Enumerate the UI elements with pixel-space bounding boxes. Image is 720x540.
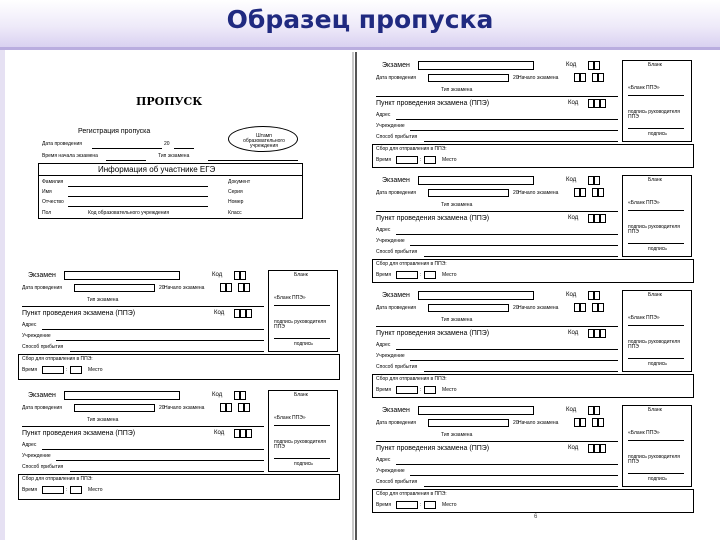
ppe-code-label: Код xyxy=(214,430,225,436)
method-label: Способ прибытия xyxy=(376,364,418,370)
stub-sign: подпись xyxy=(648,476,667,482)
date-field[interactable] xyxy=(428,74,509,82)
date-label: Дата проведения xyxy=(376,420,416,426)
reg-time-label: Время начала экзамена xyxy=(42,153,98,159)
date-field[interactable] xyxy=(428,419,509,427)
ppe-label: Пункт проведения экзамена (ППЭ) xyxy=(376,330,490,337)
stub xyxy=(268,270,338,352)
institution-label: Учреждение xyxy=(376,123,405,129)
registration-form xyxy=(28,74,328,224)
slide-left-bar xyxy=(0,0,5,540)
address-label: Адрес xyxy=(376,342,391,348)
exam-field[interactable] xyxy=(418,291,534,300)
pass-card: Экзамен Код Дата проведения 20 Начало экзамена Тип экзамена Пункт проведения экзамена (ППЭ) Код Адрес Учреждение Способ прибытия Сбор для отправления в ППЭ: Время : Место Бланк «Бланк ППЭ» подпись руководителя ППЭ подпись xyxy=(372,60,694,168)
year-label: 20 xyxy=(513,305,519,311)
date-field[interactable] xyxy=(428,189,509,197)
ppe-code-label: Код xyxy=(214,310,225,316)
stub-ppe: «Бланк ППЭ» xyxy=(274,415,306,421)
exam-field[interactable] xyxy=(418,176,534,185)
stub-note: подпись руководителя ППЭ xyxy=(274,439,326,450)
start-label: Начало экзамена xyxy=(164,285,205,291)
exam-label: Экзамен xyxy=(28,392,56,399)
gather-label: Сбор для отправления в ППЭ: xyxy=(22,476,93,482)
doc-label: Документ xyxy=(228,179,251,185)
minute-field[interactable] xyxy=(424,156,436,164)
place-label: Место xyxy=(442,272,457,278)
pass-card: Экзамен Код Дата проведения 20 Начало экзамена Тип экзамена Пункт проведения экзамена (ППЭ) Код Адрес Учреждение Способ прибытия Сбор для отправления в ППЭ: Время : Место Бланк «Бланк ППЭ» подпись руководителя ППЭ подпись xyxy=(372,290,694,398)
minute-field[interactable] xyxy=(424,271,436,279)
method-label: Способ прибытия xyxy=(22,464,64,470)
page-number: 6 xyxy=(534,514,538,520)
minute-field[interactable] xyxy=(70,486,82,494)
year-label: 20 xyxy=(513,75,519,81)
stamp-text: Штамп образовательного учреждения xyxy=(243,133,285,149)
start-label: Начало экзамена xyxy=(518,190,559,196)
stub-note: подпись руководителя ППЭ xyxy=(628,454,680,465)
ppe-label: Пункт проведения экзамена (ППЭ) xyxy=(22,430,136,437)
stub xyxy=(622,60,692,142)
patronymic-label: Отчество xyxy=(42,199,64,205)
stub-head: Бланк xyxy=(648,292,662,298)
series-label: Серия xyxy=(228,189,243,195)
school-code-label: Код образовательного учреждения xyxy=(88,210,170,216)
ppe-code-label: Код xyxy=(568,100,579,106)
exam-label: Экзамен xyxy=(382,407,410,414)
code-label: Код xyxy=(566,62,577,68)
stub xyxy=(268,390,338,472)
pass-card: Экзамен Код Дата проведения 20 Начало экзамена Тип экзамена Пункт проведения экзамена (ППЭ) Код Адрес Учреждение Способ прибытия Сбор для отправления в ППЭ: Время : Место Бланк «Бланк ППЭ» подпись руководителя ППЭ подпись xyxy=(18,390,340,500)
exam-field[interactable] xyxy=(64,271,180,280)
gather-label: Сбор для отправления в ППЭ: xyxy=(376,376,447,382)
ppe-code-label: Код xyxy=(568,330,579,336)
institution-label: Учреждение xyxy=(22,453,51,459)
time-field[interactable] xyxy=(42,366,64,374)
pass-card: Экзамен Код Дата проведения 20 Начало экзамена Тип экзамена Пункт проведения экзамена (ППЭ) Код Адрес Учреждение Способ прибытия Сбор для отправления в ППЭ: Время : Место Бланк «Бланк ППЭ» подпись руководителя ППЭ подпись xyxy=(372,175,694,283)
ppe-code-label: Код xyxy=(568,215,579,221)
stub-ppe: «Бланк ППЭ» xyxy=(274,295,306,301)
stub-note: подпись руководителя ППЭ xyxy=(628,109,680,120)
time-field[interactable] xyxy=(396,386,418,394)
date-field[interactable] xyxy=(74,284,155,292)
year-label: 20 xyxy=(513,420,519,426)
time-label: Время xyxy=(376,272,392,278)
date-label: Дата проведения xyxy=(376,305,416,311)
stub-sign: подпись xyxy=(294,461,313,467)
stub-note: подпись руководителя ППЭ xyxy=(274,319,326,330)
time-label: Время xyxy=(22,487,38,493)
stub-note: подпись руководителя ППЭ xyxy=(628,339,680,350)
gather-label: Сбор для отправления в ППЭ: xyxy=(22,356,93,362)
time-label: Время xyxy=(376,387,392,393)
minute-field[interactable] xyxy=(424,386,436,394)
minute-field[interactable] xyxy=(424,501,436,509)
class-label: Класс xyxy=(228,210,242,216)
stub-sign: подпись xyxy=(648,246,667,252)
code-label: Код xyxy=(566,292,577,298)
time-field[interactable] xyxy=(396,271,418,279)
stub-ppe: «Бланк ППЭ» xyxy=(628,315,660,321)
address-label: Адрес xyxy=(376,227,391,233)
method-label: Способ прибытия xyxy=(376,249,418,255)
stub xyxy=(622,405,692,487)
start-label: Начало экзамена xyxy=(164,405,205,411)
time-label: Время xyxy=(22,367,38,373)
code-label: Код xyxy=(212,272,223,278)
type-line: Тип экзамена xyxy=(441,317,473,323)
start-label: Начало экзамена xyxy=(518,75,559,81)
type-line: Тип экзамена xyxy=(87,297,119,303)
number-label: Номер xyxy=(228,199,244,205)
address-label: Адрес xyxy=(376,112,391,118)
address-label: Адрес xyxy=(376,457,391,463)
gather-label: Сбор для отправления в ППЭ: xyxy=(376,261,447,267)
stub-head: Бланк xyxy=(294,272,308,278)
minute-field[interactable] xyxy=(70,366,82,374)
date-label: Дата проведения xyxy=(376,190,416,196)
exam-label: Экзамен xyxy=(28,272,56,279)
start-label: Начало экзамена xyxy=(518,420,559,426)
code-label: Код xyxy=(566,177,577,183)
exam-label: Экзамен xyxy=(382,292,410,299)
ppe-code-label: Код xyxy=(568,445,579,451)
stub-head: Бланк xyxy=(294,392,308,398)
institution-label: Учреждение xyxy=(376,353,405,359)
date-field[interactable] xyxy=(428,304,509,312)
institution-label: Учреждение xyxy=(22,333,51,339)
place-label: Место xyxy=(88,367,103,373)
name-label: Имя xyxy=(42,189,52,195)
method-label: Способ прибытия xyxy=(22,344,64,350)
time-label: Время xyxy=(376,502,392,508)
stub-sign: подпись xyxy=(648,131,667,137)
pass-card: Экзамен Код Дата проведения 20 Начало экзамена Тип экзамена Пункт проведения экзамена (ППЭ) Код Адрес Учреждение Способ прибытия Сбор для отправления в ППЭ: Время : Место Бланк «Бланк ППЭ» подпись руководителя ППЭ подпись xyxy=(18,270,340,380)
slide-title: Образец пропуска xyxy=(226,5,494,34)
method-label: Способ прибытия xyxy=(376,479,418,485)
stub-head: Бланк xyxy=(648,407,662,413)
exam-label: Экзамен xyxy=(382,177,410,184)
time-field[interactable] xyxy=(396,501,418,509)
exam-field[interactable] xyxy=(418,61,534,70)
method-label: Способ прибытия xyxy=(376,134,418,140)
stub xyxy=(622,175,692,257)
reg-year-label: 20 xyxy=(164,141,170,147)
date-label: Дата проведения xyxy=(22,285,62,291)
place-label: Место xyxy=(442,157,457,163)
surname-label: Фамилия xyxy=(42,179,64,185)
time-field[interactable] xyxy=(42,486,64,494)
stub-sign: подпись xyxy=(648,361,667,367)
stub-head: Бланк xyxy=(648,62,662,68)
code-label: Код xyxy=(212,392,223,398)
stub-head: Бланк xyxy=(648,177,662,183)
exam-field[interactable] xyxy=(64,391,180,400)
stub xyxy=(622,290,692,372)
year-label: 20 xyxy=(513,190,519,196)
pass-heading: ПРОПУСК xyxy=(136,95,203,108)
institution-label: Учреждение xyxy=(376,468,405,474)
type-line: Тип экзамена xyxy=(441,202,473,208)
time-label: Время xyxy=(376,157,392,163)
page-fold xyxy=(352,52,354,540)
type-line: Тип экзамена xyxy=(441,87,473,93)
ppe-label: Пункт проведения экзамена (ППЭ) xyxy=(376,215,490,222)
participant-title: Информация об участнике ЕГЭ xyxy=(98,165,216,174)
year-label: 20 xyxy=(159,405,165,411)
address-label: Адрес xyxy=(22,442,37,448)
stub-ppe: «Бланк ППЭ» xyxy=(628,200,660,206)
reg-date-label: Дата проведения xyxy=(42,141,82,147)
date-label: Дата проведения xyxy=(376,75,416,81)
sex-label: Пол xyxy=(42,210,52,216)
address-label: Адрес xyxy=(22,322,37,328)
place-label: Место xyxy=(442,387,457,393)
gather-label: Сбор для отправления в ППЭ: xyxy=(376,491,447,497)
pass-card: Экзамен Код Дата проведения 20 Начало экзамена Тип экзамена Пункт проведения экзамена (ППЭ) Код Адрес Учреждение Способ прибытия Сбор для отправления в ППЭ: Время : Место Бланк «Бланк ППЭ» подпись руководителя ППЭ подпись xyxy=(372,405,694,513)
type-line: Тип экзамена xyxy=(441,432,473,438)
stub-sign: подпись xyxy=(294,341,313,347)
date-field[interactable] xyxy=(74,404,155,412)
exam-label: Экзамен xyxy=(382,62,410,69)
ppe-label: Пункт проведения экзамена (ППЭ) xyxy=(376,100,490,107)
institution-label: Учреждение xyxy=(376,238,405,244)
title-underline xyxy=(0,47,720,50)
reg-type-label: Тип экзамена xyxy=(158,153,190,159)
stub-ppe: «Бланк ППЭ» xyxy=(628,430,660,436)
place-label: Место xyxy=(442,502,457,508)
ppe-label: Пункт проведения экзамена (ППЭ) xyxy=(22,310,136,317)
exam-field[interactable] xyxy=(418,406,534,415)
year-label: 20 xyxy=(159,285,165,291)
registration-label: Регистрация пропуска xyxy=(78,128,151,135)
place-label: Место xyxy=(88,487,103,493)
gather-label: Сбор для отправления в ППЭ: xyxy=(376,146,447,152)
ppe-label: Пункт проведения экзамена (ППЭ) xyxy=(376,445,490,452)
stub-ppe: «Бланк ППЭ» xyxy=(628,85,660,91)
date-label: Дата проведения xyxy=(22,405,62,411)
type-line: Тип экзамена xyxy=(87,417,119,423)
code-label: Код xyxy=(566,407,577,413)
start-label: Начало экзамена xyxy=(518,305,559,311)
time-field[interactable] xyxy=(396,156,418,164)
stub-note: подпись руководителя ППЭ xyxy=(628,224,680,235)
